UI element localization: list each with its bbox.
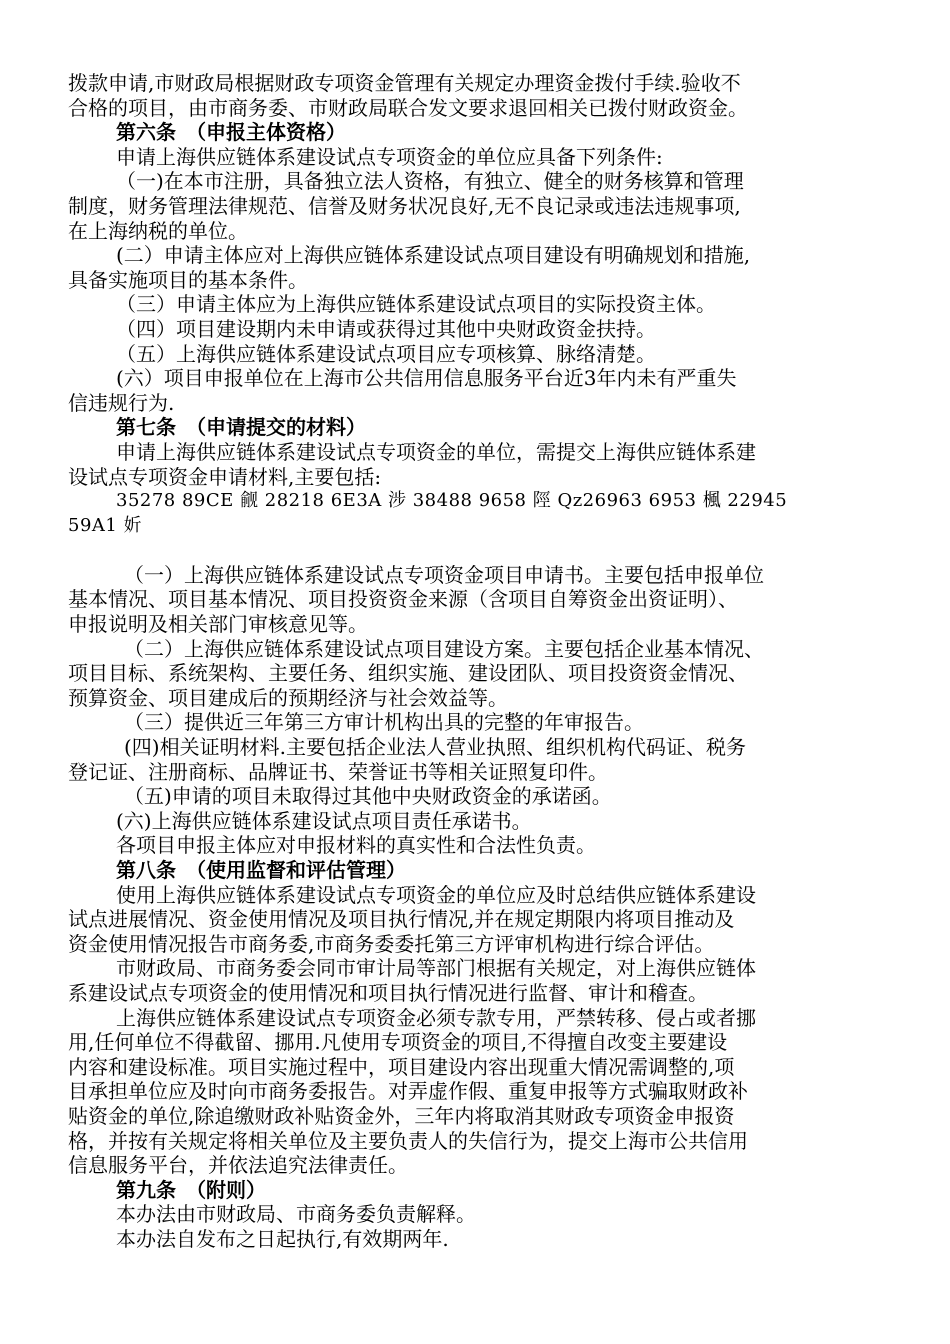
text-line: 在上海纳税的单位。 <box>68 218 248 243</box>
text-line: (四)相关证明材料.主要包括企业法人营业执照、组织机构代码证、税务 <box>124 735 746 760</box>
text-line: 使用上海供应链体系建设试点专项资金的单位应及时总结供应链体系建设 <box>116 882 756 907</box>
text-line: （四）项目建设期内未申请或获得过其他中央财政资金扶持。 <box>116 316 656 341</box>
text-line: （二）上海供应链体系建设试点项目建设方案。主要包括企业基本情况、 <box>124 636 764 661</box>
text-line: 用,任何单位不得截留、挪用.凡使用专项资金的项目,不得擅自改变主要建设 <box>68 1030 728 1055</box>
text-line: 申报说明及相关部门审核意见等。 <box>68 612 368 637</box>
text-line: 预算资金、项目建成后的预期经济与社会效益等。 <box>68 685 508 710</box>
text-line: 格，并按有关规定将相关单位及主要负责人的失信行为，提交上海市公共信用 <box>68 1128 748 1153</box>
text-line: （一)在本市注册，具备独立法人资格，有独立、健全的财务核算和管理 <box>116 169 744 194</box>
text-line: （一）上海供应链体系建设试点专项资金项目申请书。主要包括申报单位 <box>124 562 764 587</box>
text-line: （三）申请主体应为上海供应链体系建设试点项目的实际投资主体。 <box>116 292 716 317</box>
article-heading: 第七条 （申请提交的材料） <box>116 415 366 440</box>
article-heading: 第六条 （申报主体资格） <box>116 120 346 145</box>
text-line: 资金使用情况报告市商务委,市商务委委托第三方评审机构进行综合评估。 <box>68 931 715 956</box>
encoded-text-line: 35278 89CE 觎 28218 6E3A 涉 38488 9658 陘 Qz26963 6953 楓 22945 <box>116 490 788 512</box>
text-line: (六）项目申报单位在上海市公共信用信息服务平台近3年内未有严重失 <box>116 366 737 391</box>
text-line: （三）提供近三年第三方审计机构出具的完整的年审报告。 <box>124 710 644 735</box>
text-line: 信违规行为. <box>68 390 175 415</box>
text-line: (二）申请主体应对上海供应链体系建设试点项目建设有明确规划和措施, <box>116 243 751 268</box>
text-line: 上海供应链体系建设试点专项资金必须专款专用，严禁转移、侵占或者挪 <box>116 1005 756 1030</box>
text-line: （五）上海供应链体系建设试点项目应专项核算、脉络清楚。 <box>116 341 656 366</box>
text-line: 设试点专项资金申请材料,主要包括: <box>68 464 382 489</box>
text-line: 申请上海供应链体系建设试点专项资金的单位，需提交上海供应链体系建 <box>116 439 756 464</box>
text-line: (六)上海供应链体系建设试点项目责任承诺书。 <box>116 808 532 833</box>
encoded-text-line: 59A1 妡 <box>68 514 143 536</box>
text-line: 试点进展情况、资金使用情况及项目执行情况,并在规定期限内将项目推动及 <box>68 907 735 932</box>
text-line: 本办法由市财政局、市商务委负责解释。 <box>116 1202 476 1227</box>
text-line: 制度，财务管理法律规范、信誉及财务状况良好,无不良记录或违法违规事项, <box>68 193 741 218</box>
text-line: 登记证、注册商标、品牌证书、荣誉证书等相关证照复印件。 <box>68 759 608 784</box>
text-line: 项目目标、系统架构、主要任务、组织实施、建设团队、项目投资资金情况、 <box>68 661 748 686</box>
text-line: 系建设试点专项资金的使用情况和项目执行情况进行监督、审计和稽查。 <box>68 980 708 1005</box>
text-line: 信息服务平台，并依法追究法律责任。 <box>68 1153 408 1178</box>
text-line: 各项目申报主体应对申报材料的真实性和合法性负责。 <box>116 833 596 858</box>
text-line: 申请上海供应链体系建设试点专项资金的单位应具备下列条件: <box>116 144 663 169</box>
text-line: 内容和建设标准。项目实施过程中，项目建设内容出现重大情况需调整的,项 <box>68 1054 735 1079</box>
text-line: 本办法自发布之日起执行,有效期两年. <box>116 1226 449 1251</box>
document-page <box>68 71 890 1252</box>
text-line: 基本情况、项目基本情况、项目投资资金来源（含项目自筹资金出资证明）、 <box>68 587 738 612</box>
blank-line <box>68 538 890 563</box>
text-line: 市财政局、市商务委会同市审计局等部门根据有关规定，对上海供应链体 <box>116 956 756 981</box>
text-line: 拨款申请,市财政局根据财政专项资金管理有关规定办理资金拨付手续.验收不 <box>68 71 741 95</box>
text-line: 具备实施项目的基本条件。 <box>68 267 308 292</box>
text-line: 合格的项目，由市商务委、市财政局联合发文要求退回相关已拨付财政资金。 <box>68 95 748 120</box>
text-line: 目承担单位应及时向市商务委报告。对弄虚作假、重复申报等方式骗取财政补 <box>68 1079 748 1104</box>
text-line: 贴资金的单位,除追缴财政补贴资金外，三年内将取消其财政专项资金申报资 <box>68 1103 735 1128</box>
article-heading: 第八条 （使用监督和评估管理） <box>116 858 406 882</box>
article-heading: 第九条 （附则） <box>116 1177 266 1202</box>
text-line: （五)申请的项目未取得过其他中央财政资金的承诺函。 <box>124 784 612 809</box>
